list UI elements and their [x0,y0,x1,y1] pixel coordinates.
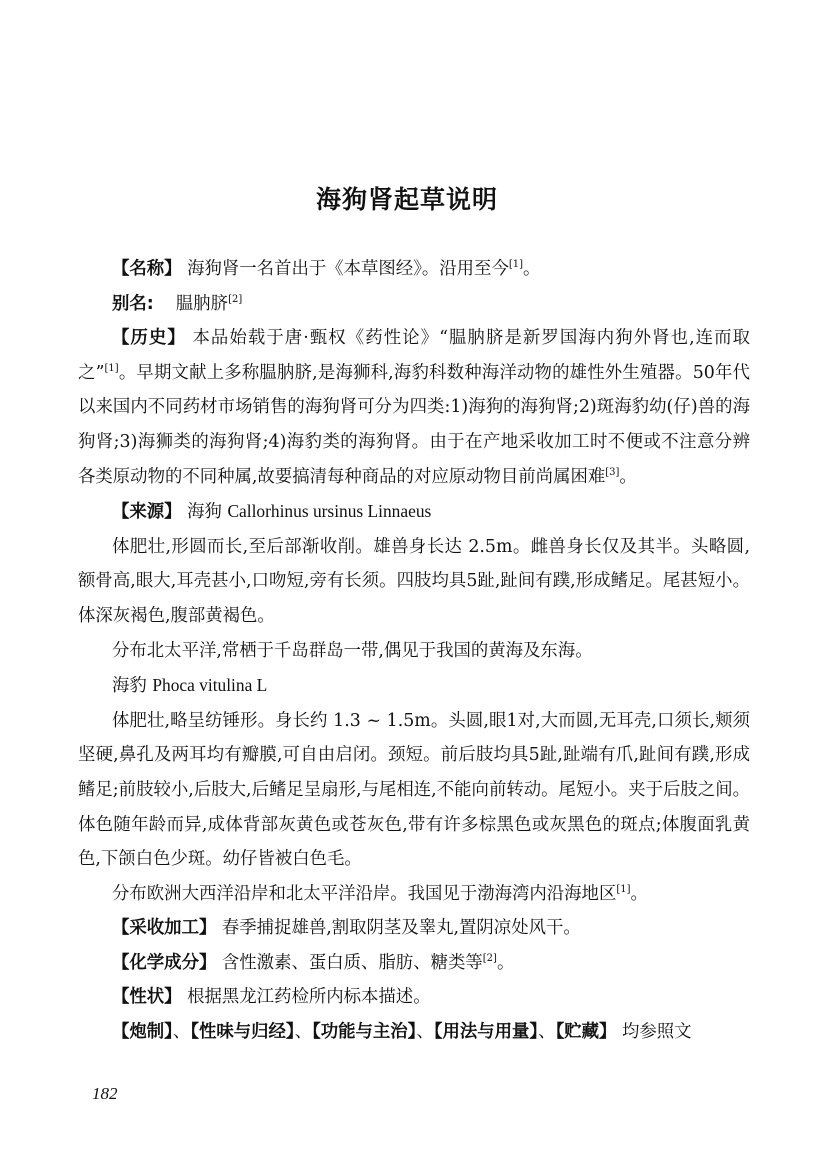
properties-text: 根据黑龙江药检所内标本描述。 [187,987,431,1008]
history-label: 【历史】 [112,328,186,349]
punctuation: 。 [523,259,541,279]
processing-method-label: 【炮制】 [112,1022,173,1043]
processing-label: 【采收加工】 [112,918,217,939]
species-2-distribution [78,877,750,912]
citation-ref: [1] [104,362,119,374]
species-1-name: 海狗 [187,502,222,523]
species-2-distribution-text: 分布欧洲大西洋沿岸和北太平洋沿岸。我国见于渤海湾内沿海地区 [112,883,617,904]
history-text-1: 本品始载于唐·甄权《药性论》“腽肭脐是新罗国海内狗外肾也,连而取之” [78,328,750,383]
species-2-description: 体肥壮,略呈纺锤形。身长约 1.3 ~ 1.5m。头圆,眼1对,大而圆,无耳壳,口须长,颊须坚硬,鼻孔及两耳均有瓣膜,可自由启闭。颈短。前后肢均具5趾,趾端有爪,趾间有蹼,形成鳍足;前肢较小,后肢大,后鳍足呈扇形,与尾相连,不能向前转动。尾短小。夹于后肢之间。体色随年龄而异,成体背部灰黄色或苍灰色,带有许多棕黑色或灰黑色的斑点;体腹面乳黄色,下颌白色少斑。幼仔皆被白色毛。 [78,710,750,870]
history-text-2: 。早期文献上多称腽肭脐,是海狮科,海豹科数种海洋动物的雄性外生殖器。50年代以来国内不同药材市场销售的海狗肾可分为四类:1)海狗的海狗肾;2)斑海豹幼(仔)兽的海狗肾;3)海狮类的海狗肾;4)海豹类的海狗肾。由于在产地采收加工时不便或不注意分辨各类原动物的不同种属,故要搞清每种商品的对应原动物目前尚属困难 [78,362,750,487]
separator: 、 [416,1022,434,1043]
document-body [78,252,750,1050]
citation-ref: [2] [482,953,497,965]
separator: 、 [172,1022,191,1043]
others-paragraph [78,1015,750,1050]
history-paragraph [78,321,750,494]
punctuation: 。 [630,883,648,904]
alias-text: 腽肭脐 [175,293,229,314]
processing-text: 春季捕捉雄兽,割取阴茎及睾丸,置阴凉处风干。 [221,918,581,939]
chemistry-label: 【化学成分】 [112,952,217,973]
nature-label: 【性味与归经】 [190,1022,295,1043]
processing-paragraph [78,911,750,946]
species-1-distribution: 分布北太平洋,常栖于千岛群岛一带,偶见于我国的黄海及东海。 [112,640,593,661]
citation-ref: [1] [616,883,631,895]
properties-paragraph [78,980,750,1015]
chemistry-text: 含性激素、蛋白质、脂肪、糖类等 [221,952,483,973]
alias-label: 别名: [112,293,154,314]
chemistry-paragraph [78,946,750,981]
citation-ref: [2] [228,293,243,305]
citation-ref: [1] [508,259,524,271]
species-2-heading [78,668,750,704]
storage-label: 【贮藏】 [555,1022,617,1043]
separator: 、 [538,1022,556,1043]
separator: 、 [294,1022,313,1043]
species-1-latin: Callorhinus ursinus Linnaeus [227,501,432,522]
species-2-latin: Phoca vitulina L [152,675,268,696]
name-text: 海狗肾一名首出于《本草图经》。沿用至今 [187,259,509,279]
punctuation: 。 [619,466,637,487]
function-label: 【功能与主治】 [312,1022,417,1043]
properties-label: 【性状】 [112,987,182,1008]
page-title: 海狗肾起草说明 [315,185,498,214]
name-label: 【名称】 [112,259,182,279]
others-text: 均参照文 [621,1022,692,1043]
species-1-description: 体肥壮,形圆而长,至后部渐收削。雄兽身长达 2.5m。雌兽身长仅及其半。头略圆,额骨高,眼大,耳壳甚小,口吻短,旁有长须。四肢均具5趾,趾间有蹼,形成鳍足。尾甚短小。体深灰褐色,腹部黄褐色。 [78,536,750,626]
name-paragraph [78,252,750,287]
usage-label: 【用法与用量】 [433,1022,539,1043]
alias-paragraph [78,287,750,322]
species-2-name: 海豹 [112,676,147,697]
page-number: 182 [92,1084,118,1103]
citation-ref: [3] [605,466,620,478]
punctuation: 。 [496,952,515,973]
source-label: 【来源】 [112,502,182,523]
source-paragraph [78,494,750,530]
